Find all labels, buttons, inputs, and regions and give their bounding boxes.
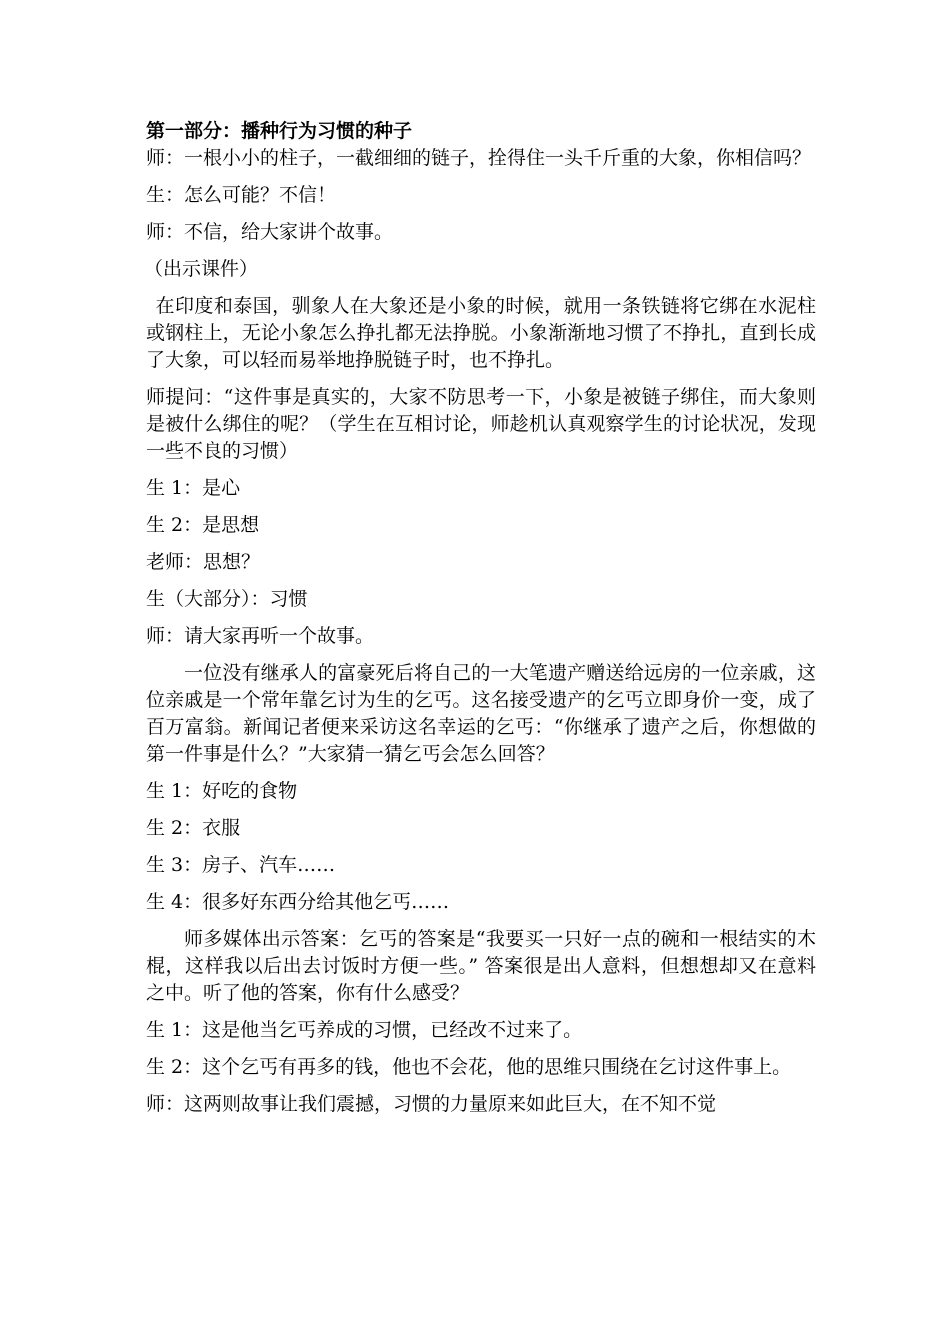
paragraph-students-habit: 生（大部分）：习惯 <box>146 588 308 610</box>
paragraph-student-2-answer: 生 2：是思想 <box>146 514 260 536</box>
paragraph-teacher-asks: 师提问：“这件事是真实的，大家不防思考一下，小象是被链子绑住，而大象则是被什么绑住的呢？（学生在互相讨论，师趁机认真观察学生的讨论状况，发现一些不良的习惯） <box>146 386 816 462</box>
paragraph-teacher-story-intro: 师：不信，给大家讲个故事。 <box>146 221 394 243</box>
paragraph-student-1-food: 生 1：好吃的食物 <box>146 780 298 802</box>
document-page <box>146 118 816 1128</box>
paragraph-student-2-clothes: 生 2：衣服 <box>146 817 241 839</box>
paragraph-answer-reveal: 师多媒体出示答案：乞丐的答案是“我要买一只好一点的碗和一根结实的木棍，这样我以后出去讨饭时方便一些。” 答案很是出人意料，但想想却又在意料之中。听了他的答案，你有什么感受？ <box>146 928 816 1004</box>
paragraph-teacher-conclusion: 师：这两则故事让我们震撼，习惯的力量原来如此巨大，在不知不觉 <box>146 1093 717 1115</box>
paragraph-elephant-story: 在印度和泰国，驯象人在大象还是小象的时候，就用一条铁链将它绑在水泥柱或钢柱上，无论小象怎么挣扎都无法挣脱。小象渐渐地习惯了不挣扎，直到长成了大象，可以轻而易举地挣脱链子时，也不挣扎。 <box>146 295 816 371</box>
paragraph-student-3-house: 生 3：房子、汽车…… <box>146 854 336 876</box>
paragraph-beggar-story: 一位没有继承人的富豪死后将自己的一大笔遗产赠送给远房的一位亲戚，这位亲戚是一个常年靠乞讨为生的乞丐。这名接受遗产的乞丐立即身价一变，成了百万富翁。新闻记者便来采访这名幸运的乞丐：“你继承了遗产之后，你想做的第一件事是什么？”大家猜一猜乞丐会怎么回答？ <box>146 662 816 765</box>
paragraph-student-1-answer: 生 1：是心 <box>146 477 241 499</box>
paragraph-another-story: 师：请大家再听一个故事。 <box>146 625 375 647</box>
paragraph-show-courseware: （出示课件） <box>144 258 259 280</box>
section-heading: 第一部分：播种行为习惯的种子 <box>146 120 413 142</box>
paragraph-student-1-reflection: 生 1：这是他当乞丐养成的习惯，已经改不过来了。 <box>146 1019 583 1041</box>
paragraph-teacher-thought: 老师：思想？ <box>146 551 261 573</box>
paragraph-student-4-share: 生 4：很多好东西分给其他乞丐…… <box>146 891 450 913</box>
paragraph-student-reply: 生：怎么可能？不信！ <box>146 184 337 206</box>
paragraph-student-2-reflection: 生 2：这个乞丐有再多的钱，他也不会花，他的思维只围绕在乞讨这件事上。 <box>146 1056 792 1078</box>
paragraph-teacher-question: 师：一根小小的柱子，一截细细的链子，拴得住一头千斤重的大象，你相信吗？ <box>146 147 812 169</box>
